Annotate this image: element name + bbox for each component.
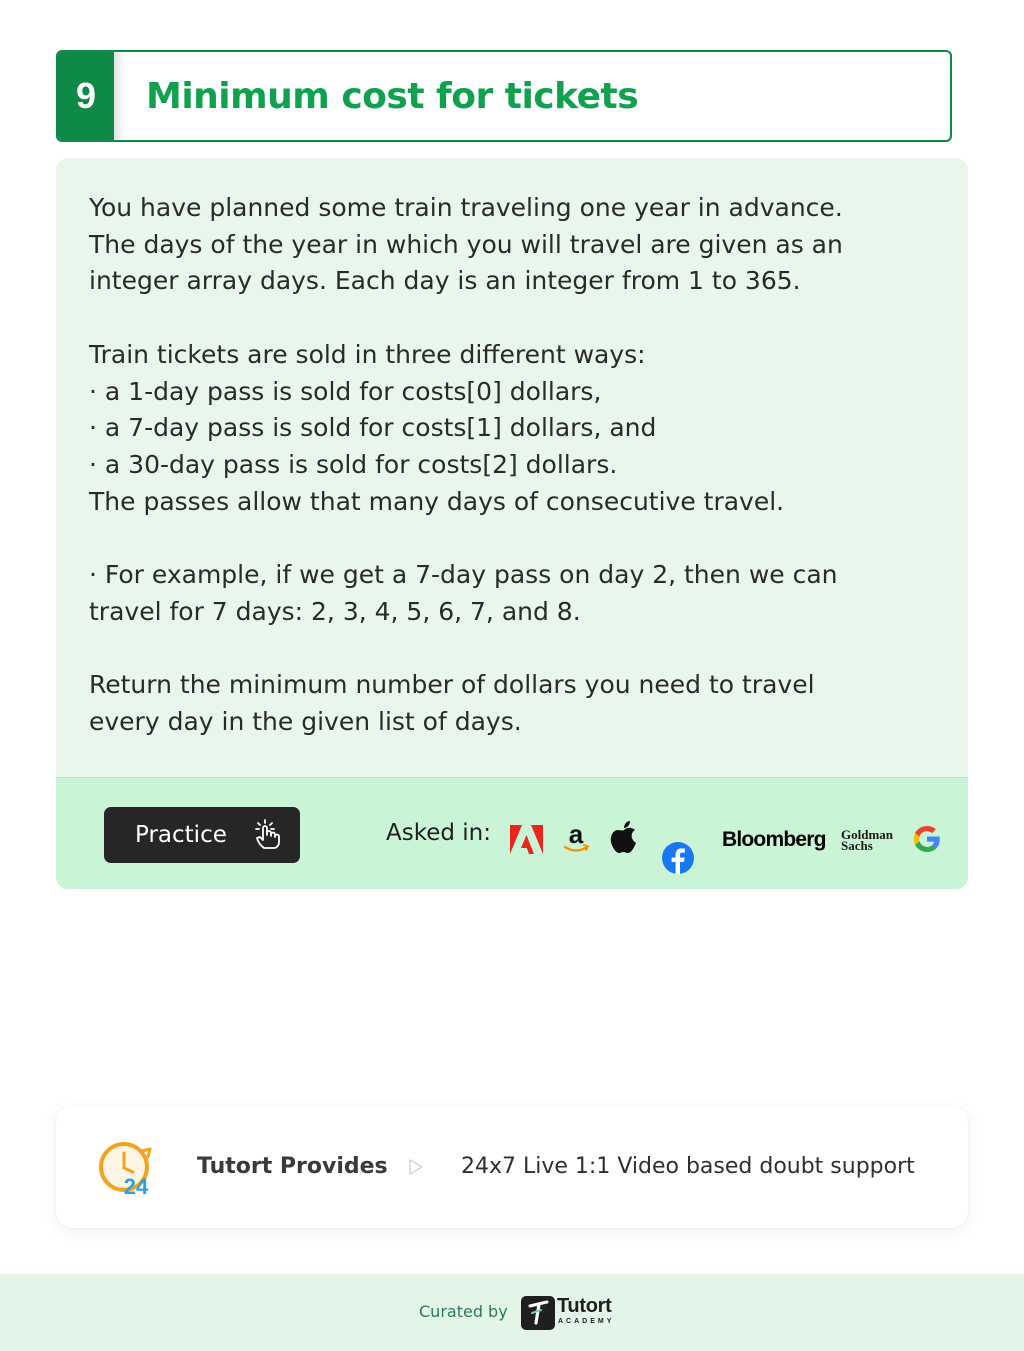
goldman-sachs-logo (841, 829, 893, 851)
practice-button[interactable] (104, 807, 300, 863)
curated-by-label: Curated by (419, 1302, 508, 1321)
apple-logo-icon (610, 820, 638, 854)
amazon-logo-icon (561, 821, 591, 857)
pointer-hand-icon (252, 818, 282, 850)
description-line: every day in the given list of days. (89, 706, 522, 736)
description-line: Train tickets are sold in three different ways: (89, 339, 646, 369)
description-line: · a 1-day pass is sold for costs[0] dollars, (89, 376, 602, 406)
description-line: integer array days. Each day is an integer from 1 to 365. (89, 266, 801, 296)
card-footer (56, 777, 968, 889)
description-line: Return the minimum number of dollars you need to travel (89, 670, 815, 700)
play-arrow-icon (408, 1158, 424, 1176)
tutort-provides-card (56, 1106, 968, 1228)
goldman-text: Goldman (841, 827, 894, 842)
description-line: The passes allow that many days of consecutive travel. (89, 486, 785, 516)
description-line: The days of the year in which you will travel are given as an (89, 229, 843, 259)
asked-in-label: Asked in: (386, 820, 491, 846)
provides-label: Tutort Provides (197, 1154, 388, 1179)
problem-number: 9 (58, 52, 114, 140)
facebook-logo-icon (662, 842, 694, 874)
bloomberg-logo: Bloomberg (722, 828, 826, 851)
amazon-letter: a (568, 821, 584, 849)
bottom-bar (0, 1274, 1024, 1351)
description-line: · For example, if we get a 7-day pass on day 2, then we can (89, 560, 838, 589)
description-line: You have planned some train traveling one year in advance. (89, 193, 843, 222)
tutort-logo-icon (521, 1296, 555, 1330)
problem-card (56, 158, 968, 889)
number-divider (114, 52, 124, 140)
problem-title: Minimum cost for tickets (146, 75, 639, 117)
description-line: · a 30-day pass is sold for costs[2] dollars. (89, 449, 618, 479)
description-line: · a 7-day pass is sold for costs[1] dollars, and (89, 413, 657, 443)
sachs-text: Sachs (841, 838, 873, 853)
provides-value: 24x7 Live 1:1 Video based doubt support (461, 1154, 915, 1179)
clock-number: 24 (123, 1174, 149, 1197)
tutort-brand-sub: ACADEMY (558, 1318, 615, 1325)
problem-header (56, 50, 952, 142)
tutort-brand-name: Tutort (557, 1295, 612, 1317)
google-logo-icon (912, 824, 942, 854)
adobe-logo-icon (510, 825, 543, 854)
practice-button-label: Practice (135, 822, 227, 848)
problem-description (89, 190, 939, 741)
clock-24-icon (98, 1139, 158, 1197)
description-line: travel for 7 days: 2, 3, 4, 5, 6, 7, and 8. (89, 596, 581, 626)
